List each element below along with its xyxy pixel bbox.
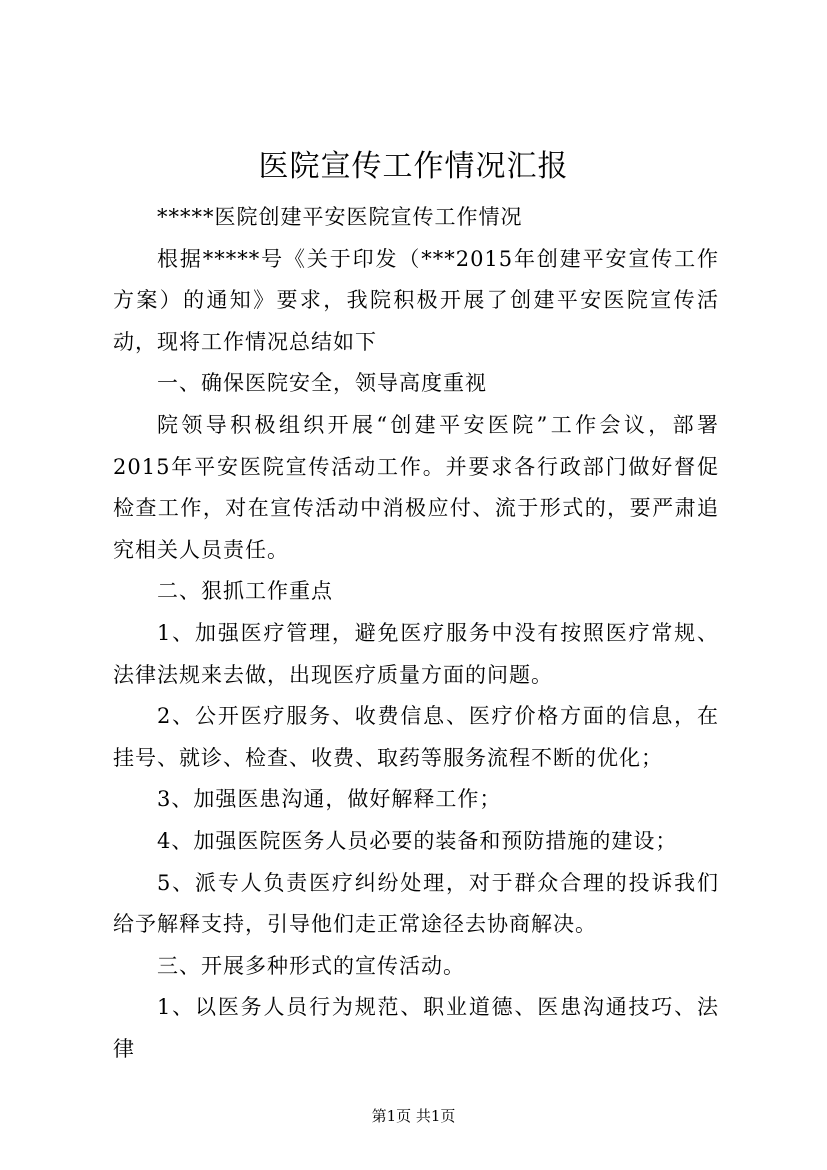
list-item: 3、加强医患沟通，做好解释工作； <box>157 787 502 812</box>
paragraph: 根据*****号《关于印发（***2015年创建平安宣传工作方案）的通知》要求，我院积极开展了创建平安医院宣传活动，现将工作情况总结如下 <box>113 246 719 354</box>
section-heading: 一、确保医院安全，领导高度重视 <box>157 371 487 396</box>
paragraph: 院领导积极组织开展“创建平安医院”工作会议，部署2015年平安医院宣传活动工作。并要求各行政部门做好督促检查工作，对在宣传活动中消极应付、流于形式的，要严肃追究相关人员责任。 <box>113 412 719 562</box>
list-item: 5、派专人负责医疗纠纷处理，对于群众合理的投诉我们给予解释支持，引导他们走正常途径去协商解决。 <box>113 870 719 937</box>
document-title: 医院宣传工作情况汇报 <box>258 149 569 184</box>
document-body <box>113 197 719 1070</box>
section-heading: 二、狠抓工作重点 <box>157 579 333 604</box>
list-item: 2、公开医疗服务、收费信息、医疗价格方面的信息，在挂号、就诊、检查、收费、取药等服务流程不断的优化； <box>113 704 719 770</box>
paragraph: *****医院创建平安医院宣传工作情况 <box>157 205 523 229</box>
page-footer: 第1页 共1页 <box>371 1107 456 1125</box>
list-item: 1、以医务人员行为规范、职业道德、医患沟通技巧、法律 <box>113 995 719 1061</box>
list-item: 1、加强医疗管理，避免医疗服务中没有按照医疗常规、法律法规来去做，出现医疗质量方面的问题。 <box>113 620 719 687</box>
list-item: 4、加强医院医务人员必要的装备和预防措施的建设； <box>157 828 678 853</box>
section-heading: 三、开展多种形式的宣传活动。 <box>157 953 465 978</box>
